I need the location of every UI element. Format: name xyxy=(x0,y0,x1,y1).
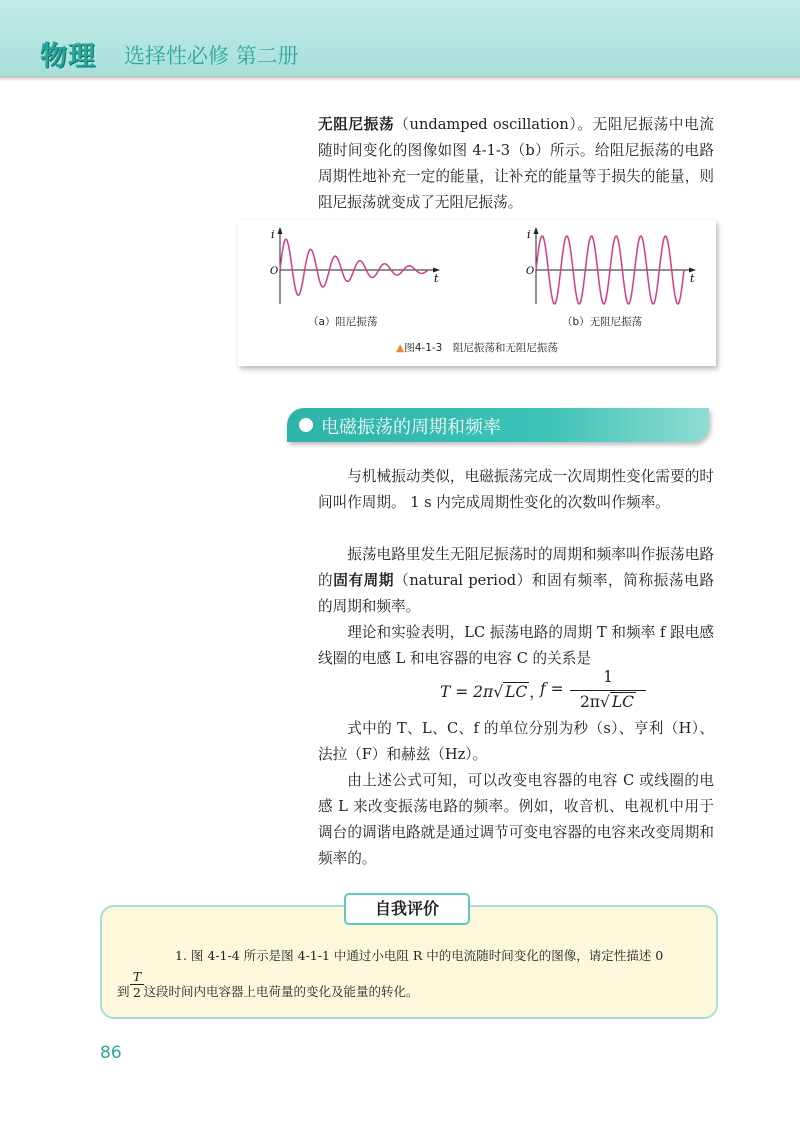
freq-numerator: 1 xyxy=(603,668,613,686)
page-header xyxy=(0,0,800,76)
fraction-numerator: T xyxy=(132,969,142,984)
freq-denominator-coef: 2π xyxy=(579,693,600,711)
damped-curve xyxy=(280,239,428,295)
book-title: 选择性必修 第二册 xyxy=(124,44,299,68)
bullet-dot-icon xyxy=(299,418,313,432)
paragraph-lc-relation: 理论和实验表明，LC 振荡电路的周期 T 和频率 f 跟电感线圈的电感 L 和电容器的电容 C 的关系是 xyxy=(318,624,714,667)
formula-separator: ， xyxy=(529,683,545,701)
origin-label-b: O xyxy=(526,266,535,277)
x-label-b: t xyxy=(690,272,695,285)
p2-after: （natural period）和固有频率，简称振荡电路的周期和频率。 xyxy=(318,572,714,615)
header-divider xyxy=(0,76,800,81)
period-root: LC xyxy=(505,683,528,701)
paragraph-period-definition: 与机械振动类似，电磁振荡完成一次周期性变化需要的时间叫作周期。 1 s 内完成周期性变化的次数叫作频率。 xyxy=(318,468,714,511)
section-title: 电磁振荡的周期和频率 xyxy=(321,417,501,438)
fraction-bar xyxy=(570,690,646,691)
intro-text: （undamped oscillation）。无阻尼振荡中电流随时间变化的图像如图 4-1-3（b）所示。给阻尼振荡的电路周期性地补充一定的能量，让补充的能量等于损失的能量，则阻尼振荡就变成了无阻尼振荡。 xyxy=(318,116,714,211)
origin-label-a: O xyxy=(270,266,279,277)
sqrt-icon-2: √ xyxy=(600,693,610,711)
p2-before: 振荡电路里发生无阻尼振荡时的周期和频率叫作振荡电路的 xyxy=(318,546,714,589)
fraction-denominator: 2 xyxy=(130,984,144,1000)
section-banner xyxy=(287,408,717,442)
figure-caption xyxy=(238,340,716,355)
y-label-a: i xyxy=(271,228,275,241)
undamped-oscillation-plot xyxy=(524,226,704,308)
y-label-b: i xyxy=(527,228,531,241)
freq-denominator xyxy=(570,693,646,711)
question-prefix: 到 xyxy=(117,984,130,999)
period-lhs: T = 2π xyxy=(440,683,494,701)
sub-caption-b: （b）无阻尼振荡 xyxy=(562,316,643,328)
triangle-icon: ▲ xyxy=(396,342,405,354)
figure-4-1-3 xyxy=(238,220,716,366)
question-line-1: 1. 图 4-1-4 所示是图 4-1-1 中通过小电阻 R 中的电流随时间变化的图像，请定性描述 0 xyxy=(175,948,664,963)
question-suffix: 这段时间内电容器上电荷量的变化及能量的转化。 xyxy=(143,984,419,999)
page-number: 86 xyxy=(100,1043,122,1063)
y-arrow-b xyxy=(534,227,539,234)
period-formula xyxy=(440,680,545,702)
damped-oscillation-plot xyxy=(268,226,448,308)
sqrt-icon: √ xyxy=(493,683,504,701)
paragraph-tuning: 由上述公式可知，可以改变电容器的电容 C 或线圈的电感 L 来改变振荡电路的频率。例如，收音机、电视机中用于调台的调谐电路就是通过调节可变电容器的电容来改变周期和频率的。 xyxy=(318,772,714,867)
y-arrow-a xyxy=(278,227,283,234)
term-natural-period: 固有周期 xyxy=(333,572,395,589)
freq-lhs: f = xyxy=(540,680,564,698)
freq-root: LC xyxy=(611,693,635,711)
term-undamped: 无阻尼振荡 xyxy=(318,116,395,133)
sub-caption-a: （a）阻尼振荡 xyxy=(308,316,378,328)
paragraph-natural-period xyxy=(318,542,714,620)
x-label-a: t xyxy=(434,272,439,285)
self-assessment-title: 自我评价 xyxy=(344,893,470,925)
subject-title: 物理 xyxy=(40,41,96,72)
question-line-2 xyxy=(117,982,419,1000)
figure-caption-text: 图4-1-3 阻尼振荡和无阻尼振荡 xyxy=(404,342,558,354)
intro-paragraph xyxy=(318,112,714,216)
paragraph-units: 式中的 T、L、C、f 的单位分别为秒（s）、亨利（H）、法拉（F）和赫兹（Hz）。 xyxy=(318,720,714,763)
